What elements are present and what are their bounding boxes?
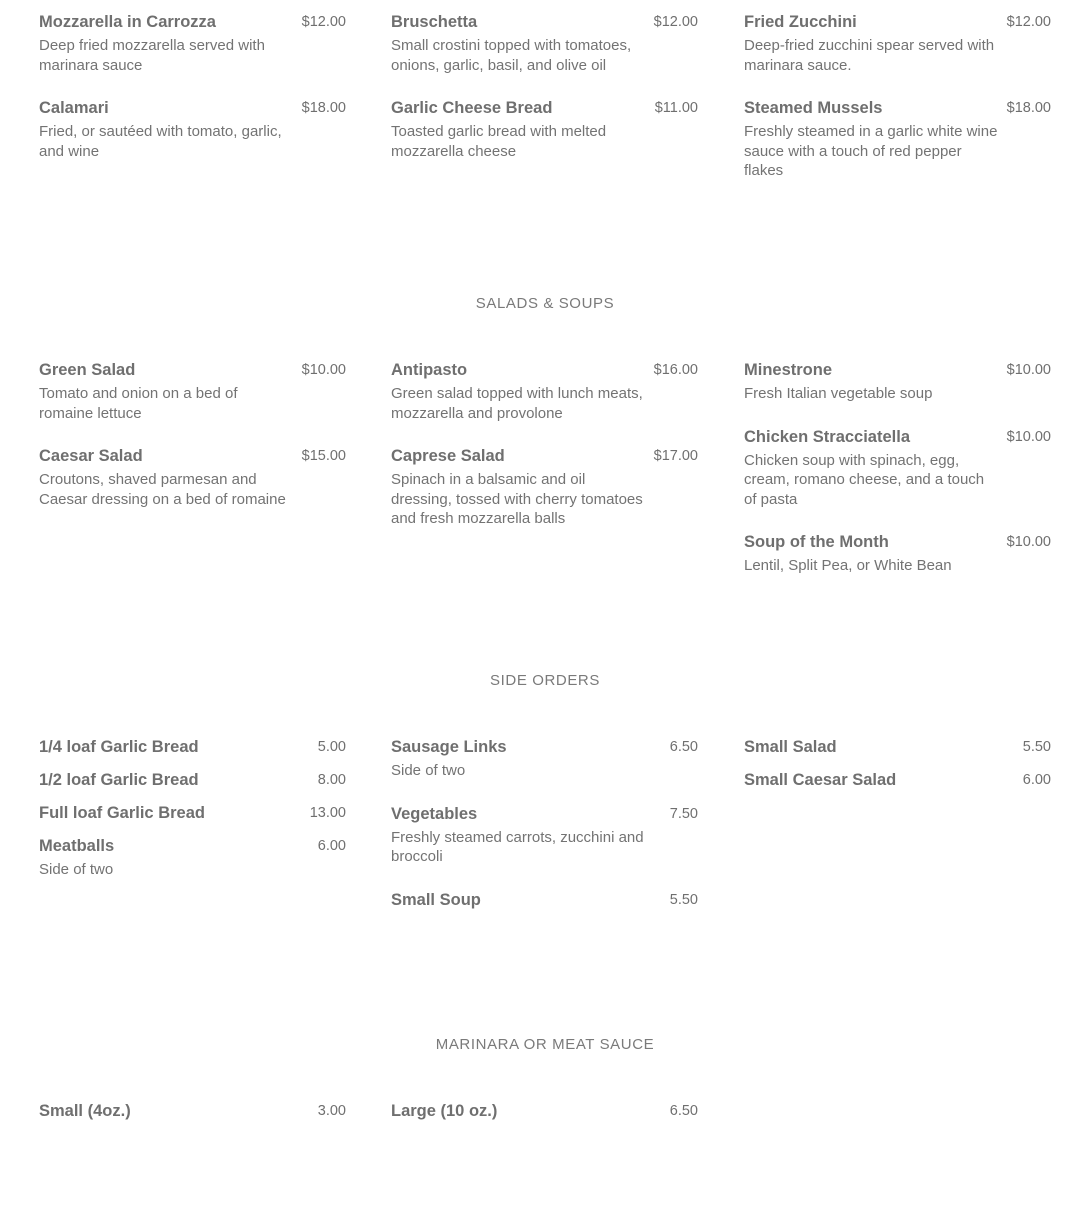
menu-item [391, 737, 698, 781]
menu-item [744, 770, 1051, 790]
menu-item [744, 98, 1051, 181]
menu-item-description: Lentil, Split Pea, or White Bean [744, 557, 952, 574]
section-title-sauce: MARINARA OR MEAT SAUCE [435, 1036, 655, 1053]
item-spacer [39, 75, 346, 98]
item-spacer [744, 75, 1051, 98]
menu-item-description: Spinach in a balsamic and oil dressing, tossed with cherry tomatoes and fresh mozzarella balls [391, 471, 643, 527]
menu-item-name: Meatballs [39, 837, 115, 855]
menu-item-price: 3.00 [317, 1103, 346, 1119]
menu-item-price: 6.50 [669, 1103, 698, 1119]
menu-item-price: $16.00 [653, 362, 698, 378]
menu-item [391, 1101, 698, 1121]
menu-item-price: $15.00 [301, 448, 346, 464]
menu-item-price: $10.00 [1006, 362, 1051, 378]
menu-item-name: Soup of the Month [744, 533, 889, 551]
menu-item-price: $10.00 [1006, 428, 1051, 445]
menu-item-description: Deep-fried zucchini spear served with marinara sauce. [744, 37, 995, 74]
menu-item-description: Fresh Italian vegetable soup [744, 385, 933, 402]
menu-item-price: 5.00 [317, 739, 346, 755]
menu-item-description: Deep fried mozzarella served with marinara sauce [39, 37, 265, 74]
menu-item-name: Calamari [39, 99, 109, 117]
section-title-salads-soups: SALADS & SOUPS [475, 295, 615, 312]
item-spacer [391, 423, 698, 446]
item-spacer [39, 757, 346, 770]
menu-item [39, 836, 346, 880]
menu-item-price: $10.00 [301, 362, 346, 378]
menu-item [39, 770, 346, 790]
menu-item [391, 12, 698, 75]
menu-column [391, 1101, 698, 1121]
menu-item-name: Bruschetta [391, 13, 478, 31]
item-spacer [391, 781, 698, 804]
section-title-side-orders: SIDE ORDERS [490, 672, 600, 689]
menu-item [744, 360, 1051, 404]
menu-item-price: $11.00 [654, 100, 698, 116]
menu-item-name: Fried Zucchini [744, 13, 857, 31]
menu-item-price: 6.00 [1022, 772, 1051, 788]
menu-item-name: Sausage Links [391, 738, 507, 756]
menu-item-description: Chicken soup with spinach, egg, cream, romano cheese, and a touch of pasta [744, 451, 985, 508]
menu-item-name: Green Salad [39, 361, 136, 379]
menu-item-description: Tomato and onion on a bed of romaine lettuce [39, 385, 238, 422]
item-spacer [391, 867, 698, 890]
menu-item-description: Small crostini topped with tomatoes, onions, garlic, basil, and olive oil [391, 37, 632, 74]
menu-item-description: Freshly steamed carrots, zucchini and broccoli [391, 828, 644, 865]
menu-item-name: Garlic Cheese Bread [391, 99, 553, 117]
menu-item [39, 803, 346, 823]
menu-item [391, 890, 698, 910]
menu-column [391, 360, 698, 529]
menu-item-price: $12.00 [301, 14, 346, 30]
menu-item [39, 446, 346, 509]
menu-item [39, 98, 346, 161]
menu-column [39, 360, 346, 509]
menu-item-name: Caesar Salad [39, 447, 143, 465]
menu-item-price: $17.00 [653, 448, 698, 464]
menu-item-name: Minestrone [744, 361, 833, 379]
item-spacer [39, 423, 346, 446]
menu-item-name: Caprese Salad [391, 447, 505, 465]
menu-column [391, 12, 698, 161]
menu-item [744, 532, 1051, 576]
menu-item-description: Green salad topped with lunch meats, mozzarella and provolone [391, 385, 643, 422]
item-spacer [391, 75, 698, 98]
menu-item-price: 6.00 [317, 838, 346, 854]
menu-item-name: 1/2 loaf Garlic Bread [39, 771, 199, 789]
item-spacer [744, 757, 1051, 770]
item-spacer [744, 404, 1051, 427]
menu-item-price: $18.00 [1006, 100, 1051, 116]
menu-item-name: Small Salad [744, 738, 837, 756]
menu-item-price: $12.00 [1006, 14, 1051, 30]
menu-item-name: Mozzarella in Carrozza [39, 13, 216, 31]
menu-item [744, 737, 1051, 757]
menu-item-name: Small (4oz.) [39, 1102, 131, 1120]
menu-item [39, 737, 346, 757]
menu-column [744, 360, 1051, 576]
menu-item [391, 98, 698, 161]
menu-column [39, 12, 346, 161]
menu-column [744, 12, 1051, 181]
menu-item-price: 8.00 [317, 772, 346, 788]
menu-item-price: 13.00 [309, 805, 346, 821]
menu-item-name: Small Caesar Salad [744, 771, 897, 789]
menu-item-name: Chicken Stracciatella [744, 427, 910, 446]
menu-item-name: Vegetables [391, 804, 478, 823]
menu-item-name: 1/4 loaf Garlic Bread [39, 738, 199, 756]
menu-item-description: Side of two [391, 762, 466, 779]
menu-column [744, 737, 1051, 790]
menu-item-price: $12.00 [653, 14, 698, 30]
menu-item [391, 446, 698, 529]
menu-item-price: $10.00 [1006, 534, 1051, 550]
menu-column [391, 737, 698, 910]
menu-item [39, 12, 346, 75]
menu-item [39, 360, 346, 423]
menu-item [39, 1101, 346, 1121]
menu-item-description: Freshly steamed in a garlic white wine sauce with a touch of red pepper flakes [744, 123, 998, 179]
menu-item-price: $18.00 [301, 100, 346, 116]
menu-item-name: Full loaf Garlic Bread [39, 804, 205, 822]
menu-item [744, 12, 1051, 75]
menu-item-description: Toasted garlic bread with melted mozzarella cheese [391, 123, 607, 160]
menu-item-price: 6.50 [669, 739, 698, 755]
menu-item-name: Small Soup [391, 890, 481, 909]
item-spacer [744, 509, 1051, 532]
menu-item-name: Antipasto [391, 361, 468, 379]
menu-item-name: Large (10 oz.) [391, 1102, 498, 1120]
menu-item-description: Fried, or sautéed with tomato, garlic, and wine [39, 123, 282, 160]
menu-item-price: 5.50 [669, 891, 698, 908]
menu-item-price: 7.50 [669, 805, 698, 822]
menu-item-name: Steamed Mussels [744, 99, 883, 117]
menu-item-price: 5.50 [1022, 739, 1051, 755]
item-spacer [39, 823, 346, 836]
menu-item [391, 804, 698, 867]
menu-item [744, 427, 1051, 510]
menu-item-description: Side of two [39, 861, 114, 878]
item-spacer [39, 790, 346, 803]
menu-item-description: Croutons, shaved parmesan and Caesar dressing on a bed of romaine [39, 471, 286, 508]
menu-column [39, 1101, 346, 1121]
menu-column [39, 737, 346, 880]
menu-item [391, 360, 698, 423]
